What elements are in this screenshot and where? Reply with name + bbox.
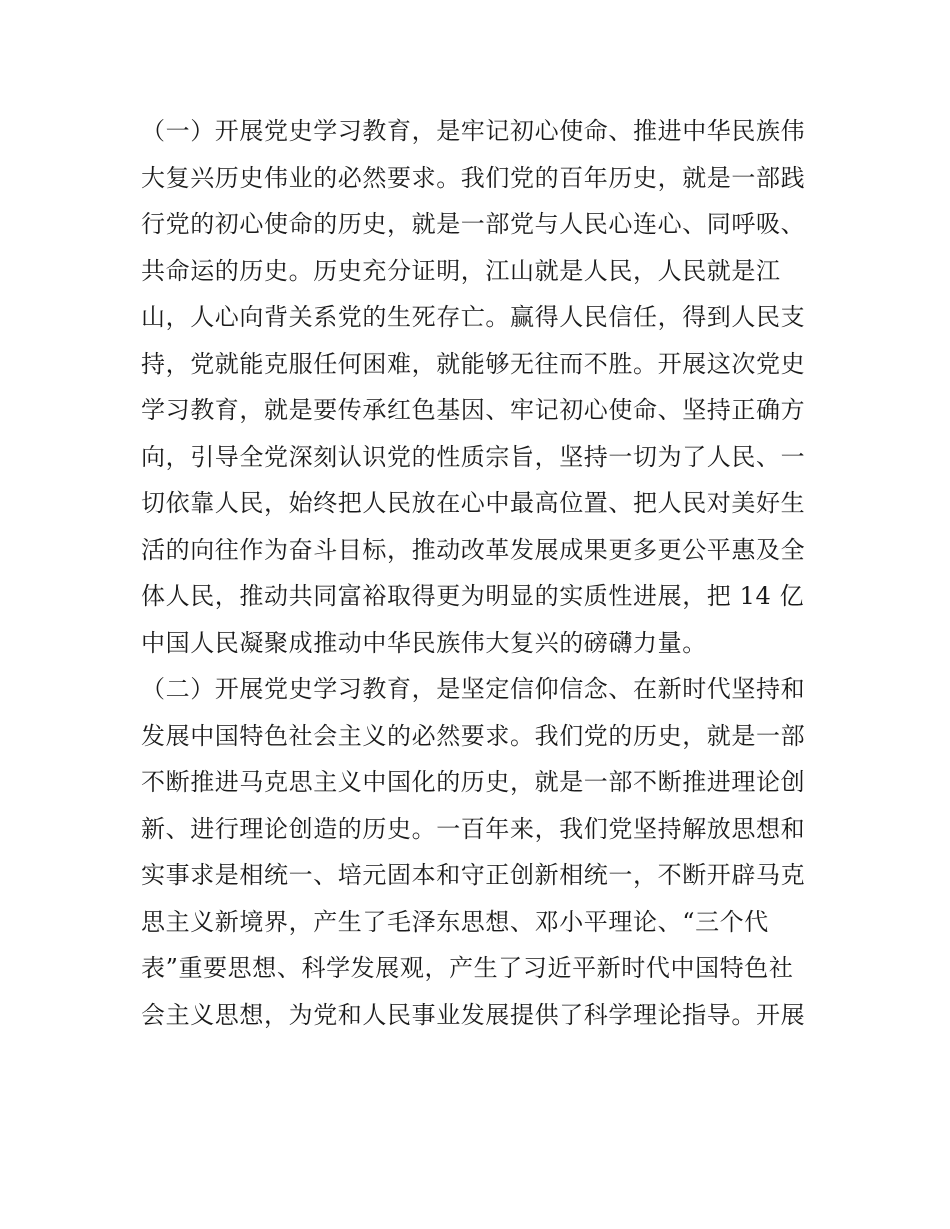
text-line: 新、进行理论创造的历史。一百年来，我们党坚持解放思想和 xyxy=(141,814,806,843)
text-line: （一）开展党史学习教育，是牢记初心使命、推进中华民族伟 xyxy=(141,117,806,145)
text-line: 不断推进马克思主义中国化的历史，就是一部不断推进理论创 xyxy=(141,768,806,796)
text-line: 中国人民凝聚成推动中华民族伟大复兴的磅礴力量。 xyxy=(141,628,707,657)
text-line: 切依靠人民，始终把人民放在心中最高位置、把人民对美好生 xyxy=(141,489,806,517)
text-line: 活的向往作为奋斗目标，推动改革发展成果更多更公平惠及全 xyxy=(141,535,806,564)
text-line: （二）开展党史学习教育，是坚定信仰信念、在新时代坚持和 xyxy=(141,675,806,703)
text-line: 行党的初心使命的历史，就是一部党与人民心连心、同呼吸、 xyxy=(141,210,806,238)
text-line: 体人民，推动共同富裕取得更为明显的实质性进展，把 14 亿 xyxy=(141,582,805,610)
text-line: 向，引导全党深刻认识党的性质宗旨，坚持一切为了人民、一 xyxy=(141,442,806,471)
text-line: 共命运的历史。历史充分证明，江山就是人民，人民就是江 xyxy=(141,256,781,285)
text-line: 实事求是相统一、培元固本和守正创新相统一，不断开辟马克 xyxy=(141,861,806,889)
text-line: 持，党就能克服任何困难，就能够无往而不胜。开展这次党史 xyxy=(141,349,806,378)
document-body-text xyxy=(141,108,813,1038)
text-line: 思主义新境界，产生了毛泽东思想、邓小平理论、“三个代 xyxy=(141,907,769,936)
text-line: 学习教育，就是要传承红色基因、牢记初心使命、坚持正确方 xyxy=(141,396,806,424)
text-line: 表”重要思想、科学发展观，产生了习近平新时代中国特色社 xyxy=(141,954,794,982)
text-line: 会主义思想，为党和人民事业发展提供了科学理论指导。开展 xyxy=(141,1000,806,1029)
text-line: 山，人心向背关系党的生死存亡。赢得人民信任，得到人民支 xyxy=(141,303,806,331)
text-line: 发展中国特色社会主义的必然要求。我们党的历史，就是一部 xyxy=(141,721,806,750)
text-line: 大复兴历史伟业的必然要求。我们党的百年历史，就是一部践 xyxy=(141,163,806,192)
